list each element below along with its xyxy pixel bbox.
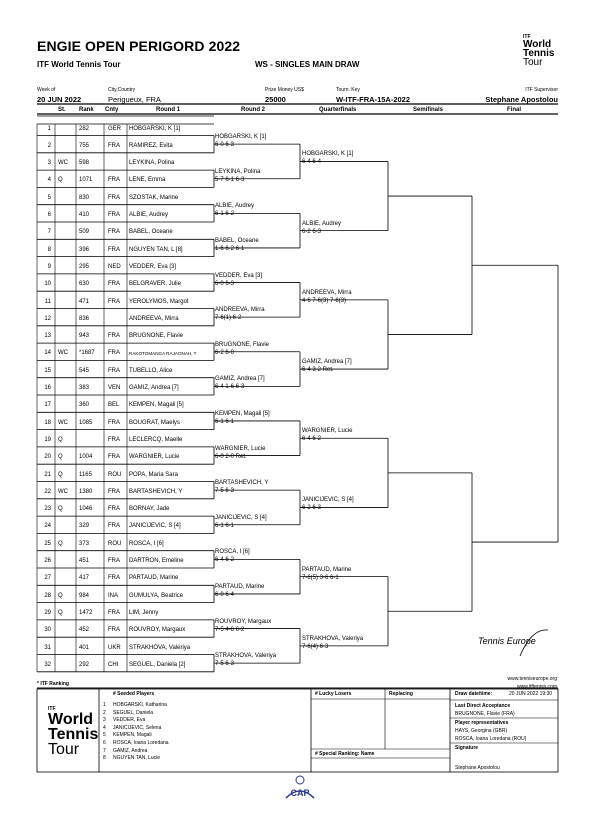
round2-score: 7-5 4-6 6-2: [215, 626, 245, 633]
seed-number: 8: [103, 755, 106, 762]
url-tenniseurope: www.tenniseurope.org: [507, 676, 557, 682]
quarterfinal-score: 7-6(4) 6-3: [302, 643, 329, 650]
seed-number: 6: [103, 740, 106, 746]
player-draw-number: 9: [47, 263, 51, 270]
seed-name: ROSCA, Ioana Loredana: [113, 740, 169, 746]
round2-winner: LEYKINA, Polina: [215, 168, 261, 175]
player-country: FRA: [108, 177, 120, 184]
player-draw-number: 4: [47, 177, 51, 184]
quarterfinal-score: 7-6(5) 3-6 6-1: [302, 574, 339, 581]
player-country: NED: [108, 263, 121, 270]
player-status: Q: [58, 436, 63, 443]
seed-number: 3: [103, 717, 106, 724]
player-name: TUBELLO, Alice: [129, 367, 173, 374]
player-name: ALBIE, Audrey: [129, 212, 169, 218]
round2-score: 6-1 6-2: [215, 211, 235, 218]
player-name: ROSCA, I [6]: [129, 540, 164, 547]
player-country: FRA: [108, 367, 120, 374]
itf-logo: ITF World Tennis Tour: [523, 34, 555, 68]
player-rank: 545: [79, 367, 90, 374]
player-country: FRA: [108, 436, 120, 443]
seed-name: HOBGARSKI, Katharina: [113, 702, 167, 708]
player-status: WC: [58, 488, 68, 495]
quarterfinal-winner: ALBIE, Audrey: [302, 220, 342, 227]
player-rank: 410: [79, 212, 90, 218]
player-country: FRA: [108, 627, 120, 634]
quarterfinal-score: 4-6 7-6(3) 7-6(3): [302, 297, 347, 304]
player-country: FRA: [108, 333, 120, 340]
seed-name: GAMIZ, Andrea: [113, 747, 148, 754]
quarterfinal-score: 6-4 3-2 Ret.: [302, 367, 334, 374]
city-label: City,Country: [108, 87, 136, 93]
col-st: St.: [58, 107, 66, 113]
week-label: Week of: [37, 87, 56, 93]
player-rank: 360: [79, 402, 90, 409]
player-name: ROUVROY, Margaux: [129, 627, 186, 634]
draw-date-value: 20 JUN 2022 19:30: [509, 691, 553, 697]
player-rank: 383: [79, 385, 90, 391]
player-rank: 396: [79, 246, 90, 253]
tour-subtitle: ITF World Tennis Tour: [37, 60, 121, 69]
player-draw-number: 24: [44, 523, 51, 530]
player-country: FRA: [108, 488, 120, 495]
player-rank: 471: [79, 298, 90, 305]
key-value: W-ITF-FRA-15A-2022: [336, 95, 411, 104]
seed-number: 2: [103, 709, 106, 716]
player-name: POPA, Maria Sara: [129, 471, 178, 478]
player-draw-number: 13: [44, 333, 51, 340]
player-rank: 1472: [79, 609, 93, 616]
round2-score: 6-4 1-6 6-3: [215, 384, 245, 391]
week-value: 20 JUN 2022: [37, 95, 82, 104]
round2-score: 6-0 6-4: [215, 591, 235, 598]
round2-winner: GAMIZ, Andrea [7]: [215, 376, 265, 383]
player-draw-number: 30: [44, 627, 51, 634]
player-country: FRA: [108, 454, 120, 461]
round2-winner: ROSCA, I [6]: [215, 549, 250, 556]
player-country: FRA: [108, 298, 120, 305]
player-name: GUMULYA, Beatrice: [129, 592, 184, 599]
player-status: WC: [58, 160, 68, 167]
player-country: ROU: [108, 540, 122, 547]
player-draw-number: 31: [44, 644, 51, 651]
player-rank: 984: [79, 592, 90, 599]
player-rank: 755: [79, 142, 90, 149]
page-title: ENGIE OPEN PERIGORD 2022: [37, 38, 241, 54]
itf-ranking-note: * ITF Ranking: [37, 681, 69, 687]
player-rank: 830: [79, 194, 90, 201]
player-draw-number: 29: [44, 609, 51, 616]
player-draw-number: 10: [44, 281, 51, 288]
round2-score: 5-7 6-1 6-3: [215, 176, 245, 183]
player-rank: 1165: [79, 471, 92, 478]
player-name: NGUYEN TAN, L [8]: [129, 246, 183, 253]
col-cnty: Cnty: [105, 107, 119, 113]
player-draw-number: 32: [44, 661, 51, 668]
player-rank: 509: [79, 229, 90, 236]
player-name: WARGNIER, Lucie: [129, 454, 180, 461]
player-name: LECLERCQ, Maelle: [129, 436, 183, 443]
player-draw-number: 17: [44, 402, 51, 409]
player-name: DARTRON, Emeline: [129, 558, 184, 564]
player-draw-number: 11: [44, 298, 51, 305]
player-rank: 1004: [79, 454, 93, 461]
player-country: FRA: [108, 229, 120, 236]
round2-winner: BARTASHEVICH, Y: [215, 480, 269, 487]
round2-score: 6-0 6-3: [215, 280, 235, 287]
player-country: FRA: [108, 212, 120, 218]
player-draw-number: 8: [47, 246, 51, 253]
player-name: JANICIJEVIC, S [4]: [129, 523, 181, 530]
player-country: FRA: [108, 558, 120, 564]
quarterfinal-score: 6-4 6-4: [302, 159, 322, 166]
round2-score: 7-5 6-3: [215, 488, 235, 495]
player-draw-number: 14: [44, 350, 51, 357]
player-country: FRA: [108, 246, 120, 253]
round2-winner: ANDREEVA, Mirra: [215, 307, 265, 314]
player-name: RAMIREZ, Evita: [129, 142, 173, 149]
player-status: Q: [58, 454, 63, 461]
player-rank: 836: [79, 315, 90, 322]
player-country: FRA: [108, 350, 120, 357]
quarterfinal-winner: HOBGARSKI, K [1]: [302, 151, 354, 158]
player-draw-number: 16: [44, 385, 51, 391]
round2-score: 6-4 6-2: [215, 557, 235, 564]
seed-number: 1: [103, 702, 106, 708]
player-status: Q: [58, 540, 63, 547]
lucky-losers-title: # Lucky Losers: [315, 691, 352, 697]
player-name: YEROLYMOS, Margot: [129, 298, 189, 305]
replacing-title: Replacing: [389, 691, 413, 697]
player-name: BRUGNONE, Flavie: [129, 333, 184, 340]
player-country: FRA: [108, 575, 120, 582]
player-draw-number: 23: [44, 506, 51, 513]
seed-name: SEGUEL, Daniela: [113, 709, 154, 716]
player-name: LENE, Emma: [129, 177, 166, 184]
prize-value: 25000: [265, 95, 286, 104]
player-country: CHI: [108, 661, 119, 668]
player-name: BELGRAVER, Julie: [129, 281, 181, 288]
draw-date-label: Draw date/time:: [455, 691, 493, 697]
player-draw-number: 27: [44, 575, 51, 582]
player-status: Q: [58, 609, 63, 616]
player-draw-number: 7: [47, 229, 51, 236]
player-country: FRA: [108, 194, 120, 201]
player-name: VEDDER, Eva [3]: [129, 263, 177, 270]
player-status: WC: [58, 350, 68, 357]
round2-score: 6-1 6-1: [215, 522, 235, 529]
player-name: BARTASHEVICH, Y: [129, 488, 183, 495]
player-country: UKR: [108, 644, 121, 651]
last-da-label: Last Direct Acceptance: [455, 703, 511, 709]
player-status: Q: [58, 471, 63, 478]
round2-score: 6-1 6-1: [215, 418, 235, 425]
seed-number: 7: [103, 747, 106, 754]
player-rank: 452: [79, 627, 90, 634]
draw-name: WS - SINGLES MAIN DRAW: [255, 60, 360, 69]
player-rank: 417: [79, 575, 90, 582]
url-itftennis: www.itftennis.com: [516, 684, 557, 690]
player-rank: 401: [79, 644, 90, 651]
col-semifinals: Semifinals: [413, 107, 444, 113]
player-country: FRA: [108, 609, 120, 616]
round2-winner: BRUGNONE, Flavie: [215, 341, 270, 348]
player-name: ANDREEVA, Mirra: [129, 315, 179, 322]
cap-logo: [283, 772, 317, 802]
round2-winner: BABEL, Oceane: [215, 237, 259, 244]
player-status: Q: [58, 506, 63, 513]
col-rank: Rank: [79, 107, 94, 113]
player-name: BORNAY, Jade: [129, 506, 170, 513]
player-country: FRA: [108, 281, 120, 288]
player-draw-number: 6: [47, 212, 51, 218]
player-name: GAMIZ, Andrea [7]: [129, 385, 179, 391]
supervisor-label: ITF Supervisor: [525, 87, 558, 93]
player-draw-number: 21: [44, 471, 51, 478]
round2-score: 6-2 6-0: [215, 349, 235, 356]
player-draw-number: 5: [47, 194, 51, 201]
player-rank: 1071: [79, 177, 93, 184]
round2-winner: KEMPEN, Magali [5]: [215, 410, 270, 417]
seed-number: 4: [103, 724, 106, 731]
prize-label: Prize Money US$: [265, 87, 304, 93]
quarterfinal-winner: GAMIZ, Andrea [7]: [302, 359, 352, 366]
player-draw-number: 2: [47, 142, 51, 149]
round2-score: 6-0 2-0 Ret.: [215, 453, 247, 460]
player-rank: 373: [79, 540, 90, 547]
col-round1: Round 1: [156, 107, 180, 113]
player-rank: 630: [79, 281, 90, 288]
player-country: BEL: [108, 402, 120, 409]
player-rank: 598: [79, 160, 90, 167]
player-country: ROU: [108, 471, 122, 478]
round2-winner: JANICIJEVIC, S [4]: [215, 514, 267, 521]
col-quarterfinals: Quarterfinals: [319, 107, 357, 113]
round2-winner: VEDDER, Eva [3]: [215, 272, 263, 279]
quarterfinal-score: 6-2 6-3: [302, 505, 322, 512]
seed-number: 5: [103, 732, 106, 739]
rep-2: ROSCA, Ioana Loredana (ROU): [455, 736, 527, 742]
player-status: WC: [58, 419, 68, 426]
supervisor-value: Stephane Apostolou: [485, 95, 558, 104]
player-name: HOBGARSKI, K [1]: [129, 125, 181, 132]
player-status: Q: [58, 592, 63, 599]
itf-logo-footer: ITF World Tennis Tour: [48, 706, 99, 758]
player-rank: 329: [79, 523, 90, 530]
quarterfinal-score: 6-2 6-3: [302, 228, 322, 235]
player-rank: 295: [79, 263, 90, 270]
player-name: LEYKINA, Polina: [129, 160, 175, 167]
player-country: GER: [108, 125, 122, 132]
player-draw-number: 3: [47, 160, 51, 167]
round2-winner: ALBIE, Audrey: [215, 203, 255, 210]
player-draw-number: 20: [44, 454, 51, 461]
round2-winner: PARTAUD, Marine: [215, 583, 265, 590]
player-name: SZOSTAK, Marine: [129, 194, 179, 201]
player-name: LIM, Jenny: [129, 609, 159, 616]
city-value: Perigueux, FRA: [108, 95, 161, 104]
player-draw-number: 19: [44, 436, 51, 443]
signature-label: Signature: [455, 745, 479, 751]
player-rank: 282: [79, 125, 90, 132]
quarterfinal-winner: PARTAUD, Marine: [302, 566, 352, 573]
player-country: FRA: [108, 142, 120, 149]
round2-score: 1-6 6-2 6-1: [215, 245, 245, 252]
round2-score: 6-0 6-3: [215, 142, 235, 149]
player-draw-number: 26: [44, 558, 51, 564]
seed-name: VEDDER, Eva: [113, 717, 146, 724]
player-status: Q: [58, 177, 63, 184]
player-draw-number: 28: [44, 592, 51, 599]
player-name: STRAKHOVA, Valeriya: [129, 644, 191, 651]
player-country: FRA: [108, 523, 120, 530]
quarterfinal-winner: WARGNIER, Lucie: [302, 428, 353, 435]
round2-winner: STRAKHOVA, Valeriya: [215, 653, 277, 660]
quarterfinal-winner: JANICIJEVIC, S [4]: [302, 497, 354, 504]
player-rank: *1687: [79, 350, 95, 357]
player-country: INA: [108, 592, 119, 599]
player-draw-number: 12: [44, 315, 51, 322]
player-draw-number: 25: [44, 540, 51, 547]
player-rank: 943: [79, 333, 90, 340]
player-draw-number: 1: [47, 125, 51, 132]
tennis-europe-logo: Tennis Europe: [478, 636, 536, 646]
round2-winner: ROUVROY, Margaux: [215, 618, 272, 625]
round2-winner: WARGNIER, Lucie: [215, 445, 266, 452]
quarterfinal-winner: STRAKHOVA, Valeriya: [302, 635, 364, 642]
signature-value: Stephane Apostolou: [455, 765, 500, 771]
player-rank: 292: [79, 661, 90, 668]
player-name: SEGUEL, Daniela [2]: [129, 661, 186, 668]
player-rank: 1046: [79, 506, 93, 513]
player-name: RAKOTOMANGA RAJAONAH, T: [129, 351, 197, 357]
special-ranking-title: # Special Ranking: Name: [315, 751, 375, 757]
player-country: VEN: [108, 385, 121, 391]
col-final: Final: [507, 107, 522, 113]
seed-name: KEMPEN, Magali: [113, 732, 152, 739]
player-country: FRA: [108, 506, 120, 513]
seeded-players-title: # Seeded Players: [113, 691, 155, 697]
round2-score: 7-6(1) 6-2: [215, 315, 242, 322]
player-country: FRA: [108, 419, 120, 426]
player-rank: 1380: [79, 488, 93, 495]
reps-label: Player representatives: [455, 720, 509, 726]
rep-1: HAYS, Georgina (GBR): [455, 728, 508, 734]
seed-name: NGUYEN TAN, Lucie: [113, 755, 161, 762]
round2-winner: HOBGARSKI, K [1]: [215, 134, 267, 141]
key-label: Tourn. Key: [336, 87, 360, 93]
quarterfinal-score: 6-4 6-2: [302, 436, 322, 443]
player-rank: 1085: [79, 419, 93, 426]
player-name: PARTAUD, Marine: [129, 575, 179, 582]
seed-name: JANICIJEVIC, Selena: [113, 724, 162, 731]
round2-score: 7-5 6-3: [215, 661, 235, 668]
player-draw-number: 22: [44, 488, 51, 495]
player-name: BABEL, Oceane: [129, 229, 173, 236]
svg-text:CAP: CAP: [290, 788, 310, 798]
col-round2: Round 2: [241, 107, 265, 113]
player-name: BOUGRAT, Maelys: [129, 419, 180, 426]
player-name: KEMPEN, Magali [5]: [129, 402, 184, 409]
last-da-value: BRUGNONE, Flavie (FRA): [455, 711, 515, 717]
player-draw-number: 18: [44, 419, 51, 426]
player-draw-number: 15: [44, 367, 51, 374]
player-rank: 451: [79, 558, 90, 564]
quarterfinal-winner: ANDREEVA, Mirra: [302, 289, 352, 296]
